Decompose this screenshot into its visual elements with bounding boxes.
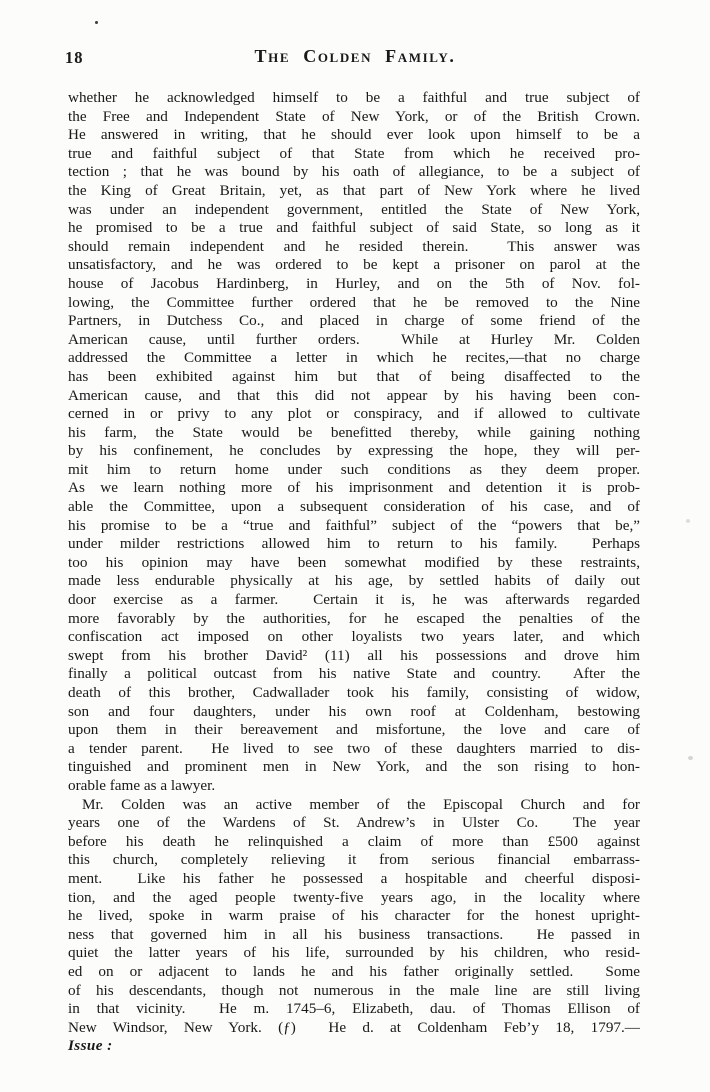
text-line: his farm, the State would be benefitted thereby, while gaining nothing xyxy=(68,423,640,441)
text-line: true and faithful subject of that State from which he received pro- xyxy=(68,144,640,162)
text-line: tion, and the aged people twenty-five years ago, in the locality where xyxy=(68,888,640,906)
text-line: death of this brother, Cadwallader took his family, consisting of widow, xyxy=(68,684,640,701)
text-line: New Windsor, New York. (ƒ) He d. at Coldenham Feb’y 18, 1797.— xyxy=(68,1018,640,1036)
text-line: a tender parent. He lived to see two of these daughters married to dis- xyxy=(68,739,640,757)
text-line: As we learn nothing more of his imprisonment and detention it is prob- xyxy=(68,479,640,497)
text-line: tection ; that he was bound by his oath of allegiance, to be a subject of xyxy=(68,163,640,181)
text-line: finally a political outcast from his native State and country. After the xyxy=(68,665,640,683)
text-line: made less endurable physically at his age, by settled habits of daily out xyxy=(68,572,640,590)
text-line: American cause, and that this did not appear by his having been con- xyxy=(68,386,640,404)
text-line: in that vicinity. He m. 1745–6, Elizabeth, dau. of Thomas Ellison of xyxy=(68,1000,640,1018)
text-line: of his descendants, though not numerous in the male line are still living xyxy=(68,981,640,999)
scan-speck xyxy=(686,519,690,523)
text-line: Partners, in Dutchess Co., and placed in charge of some friend of the xyxy=(68,312,640,330)
text-line: by his confinement, he concludes by expressing the hope, they will per- xyxy=(68,442,640,460)
text-line: ment. Like his father he possessed a hospitable and cheerful disposi- xyxy=(68,869,640,887)
text-line: mit him to return home under such conditions as they deem proper. xyxy=(68,460,640,478)
text-line: his promise to be a “true and faithful” subject of the “powers that be,” xyxy=(68,516,640,534)
text-line: quiet the latter years of his life, surrounded by his children, who resid- xyxy=(68,944,640,962)
text-line: should remain independent and he resided therein. This answer was xyxy=(68,237,640,255)
text-line: house of Jacobus Hardinberg, in Hurley, and on the 5th of Nov. fol- xyxy=(68,274,640,292)
page-number: 18 xyxy=(65,48,84,67)
text-line: was under an independent government, entitled the State of New York, xyxy=(68,200,640,218)
text-line: He answered in writing, that he should ever look upon himself to be a xyxy=(68,126,640,144)
text-line: American cause, until further orders. While at Hurley Mr. Colden xyxy=(68,330,640,348)
text-line: whether he acknowledged himself to be a faithful and true subject of xyxy=(68,89,640,106)
text-line: he promised to be a true and faithful subject of said State, so long as it xyxy=(68,219,640,237)
text-line: lowing, the Committee further ordered that he be removed to the Nine xyxy=(68,293,640,311)
text-line: Issue : xyxy=(68,1037,113,1055)
text-line: addressed the Committee a letter in which he recites,—that no charge xyxy=(68,349,640,367)
page-title: The Colden Family. xyxy=(254,46,456,66)
text-line: years one of the Wardens of St. Andrew’s in Ulster Co. The year xyxy=(68,814,640,832)
text-line: confiscation act imposed on other loyalists two years later, and which xyxy=(68,628,640,646)
text-line: son and four daughters, under his own roof at Coldenham, bestowing xyxy=(68,702,640,720)
text-line: the King of Great Britain, yet, as that part of New York where he lived xyxy=(68,181,640,199)
page-header xyxy=(0,46,710,70)
text-line: swept from his brother David² (11) all his possessions and drove him xyxy=(68,646,640,664)
text-line: Mr. Colden was an active member of the Episcopal Church and for xyxy=(82,795,640,813)
text-line: this church, completely relieving it from serious financial embarrass- xyxy=(68,851,640,869)
text-line: orable fame as a lawyer. xyxy=(68,776,216,794)
text-line: ed on or adjacent to lands he and his father originally settled. Some xyxy=(68,962,640,980)
scan-speck xyxy=(95,21,98,24)
text-line: tinguished and prominent men in New York, and the son rising to hon- xyxy=(68,758,640,776)
text-line: he lived, spoke in warm praise of his character for the honest upright- xyxy=(68,907,640,925)
text-line: too his opinion may have been somewhat modified by these restraints, xyxy=(68,553,640,571)
text-line: ness that governed him in all his business transactions. He passed in xyxy=(68,925,640,943)
text-line: upon them in their bereavement and misfortune, the love and care of xyxy=(68,721,640,739)
text-line: cerned in or privy to any plot or conspiracy, and if allowed to cultivate xyxy=(68,405,640,423)
text-line: has been exhibited against him but that of being disaffected to the xyxy=(68,367,640,385)
page-body xyxy=(68,89,640,1056)
text-line: unsatisfactory, and he was ordered to be kept a prisoner on parol at the xyxy=(68,256,640,274)
text-line: door exercise as a farmer. Certain it is, he was afterwards regarded xyxy=(68,591,640,609)
text-line: the Free and Independent State of New York, or of the British Crown. xyxy=(68,107,640,125)
scan-speck xyxy=(688,756,693,760)
text-line: more favorably by the authorities, for he escaped the penalties of the xyxy=(68,609,640,627)
text-line: able the Committee, upon a subsequent consideration of his case, and of xyxy=(68,498,640,516)
text-line: before his death he relinquished a claim of more than £500 against xyxy=(68,832,640,850)
text-line: under milder restrictions allowed him to return to his family. Perhaps xyxy=(68,535,640,553)
